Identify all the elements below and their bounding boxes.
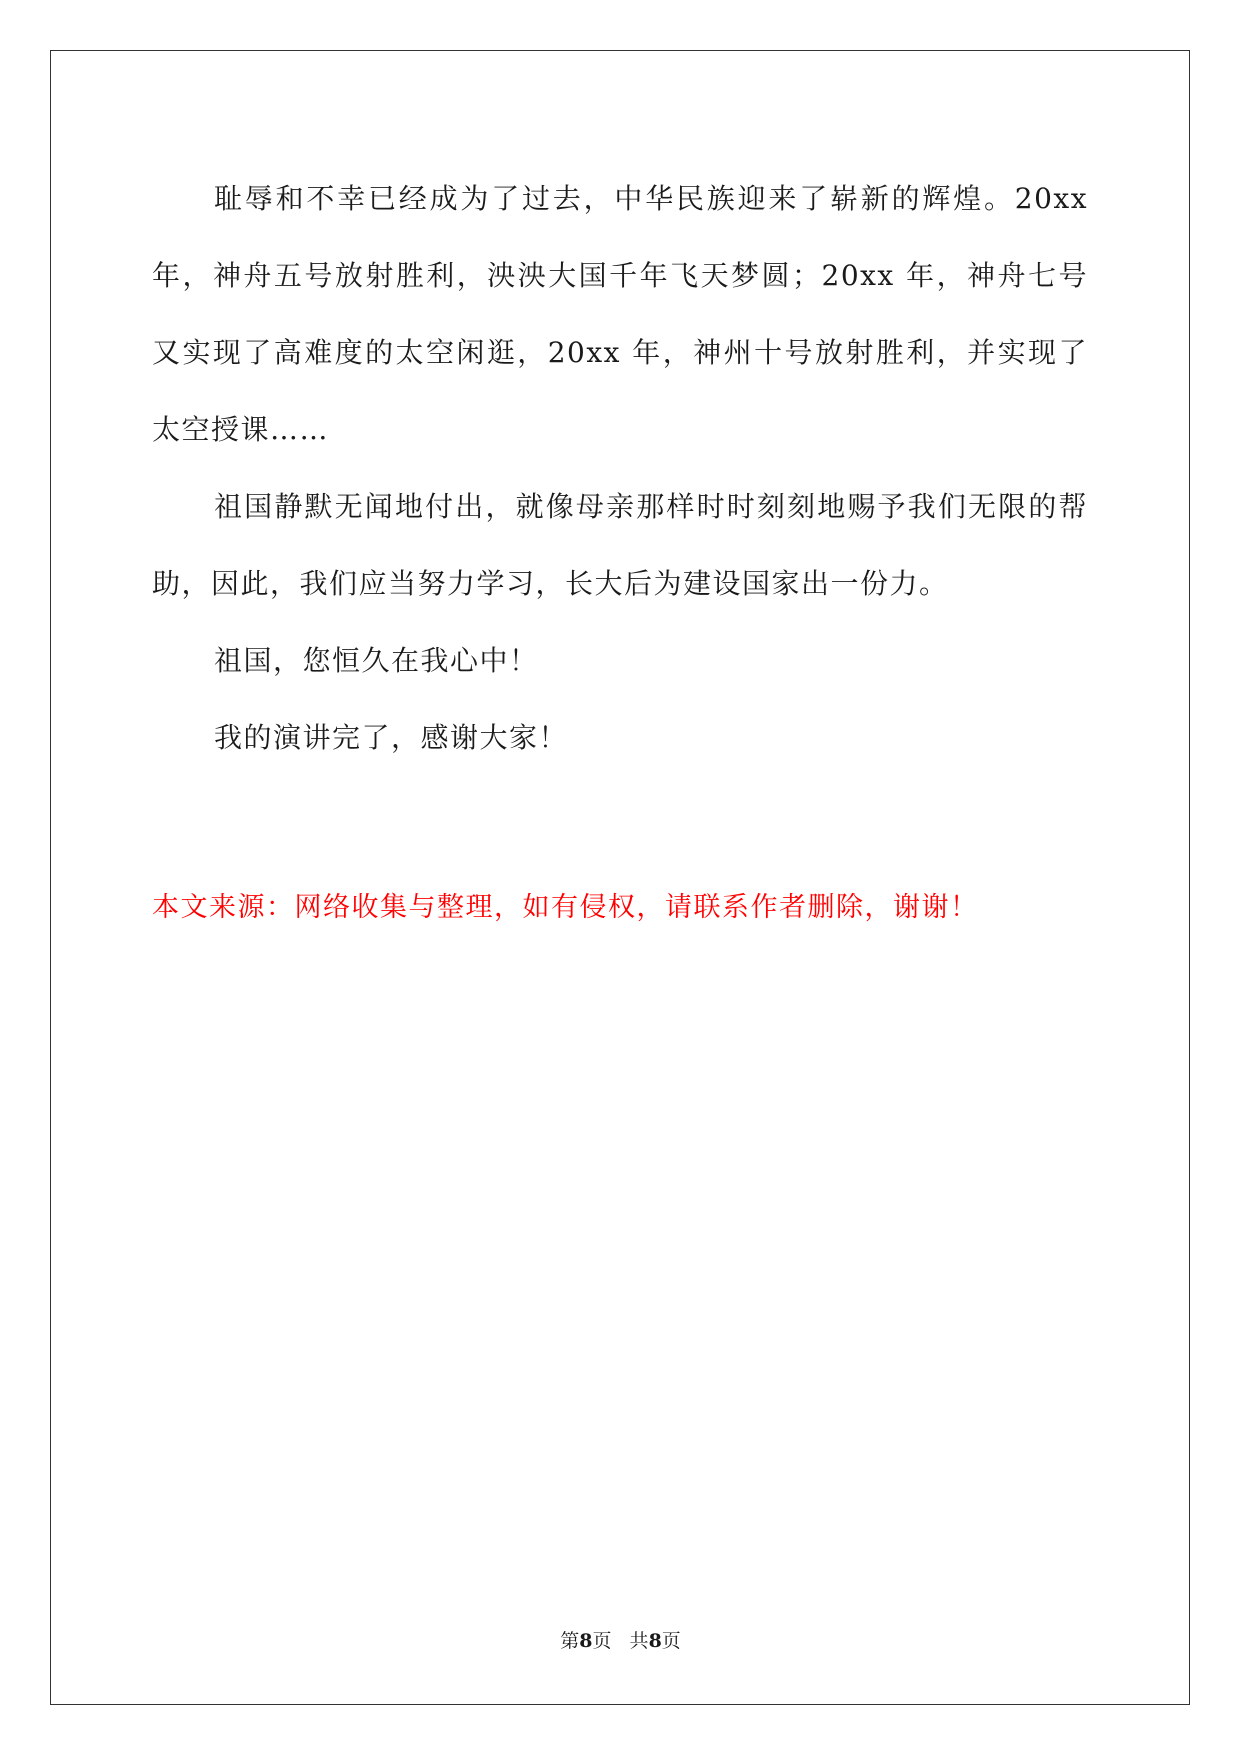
paragraph: 耻辱和不幸已经成为了过去，中华民族迎来了崭新的辉煌。20xx年，神舟五号放射胜利，泱泱大国千年飞天梦圆；20xx 年，神舟七号又实现了高难度的太空闲逛，20xx 年，神州十号放射胜利，并实现了太空授课…… bbox=[152, 182, 1088, 446]
footer-mid: 页 共 bbox=[592, 1630, 649, 1652]
page-footer bbox=[0, 1626, 1241, 1653]
footer-suffix: 页 bbox=[661, 1630, 681, 1652]
paragraph: 祖国，您恒久在我心中！ bbox=[214, 644, 539, 677]
paragraph: 我的演讲完了，感谢大家！ bbox=[214, 721, 569, 754]
document-body bbox=[152, 160, 1088, 776]
current-page-number: 8 bbox=[579, 1630, 593, 1652]
total-page-number: 8 bbox=[648, 1630, 662, 1652]
footer-prefix: 第 bbox=[560, 1630, 580, 1652]
paragraph: 祖国静默无闻地付出，就像母亲那样时时刻刻地赐予我们无限的帮助，因此，我们应当努力学习，长大后为建设国家出一份力。 bbox=[152, 490, 1088, 600]
source-note: 本文来源：网络收集与整理，如有侵权，请联系作者删除，谢谢！ bbox=[152, 892, 979, 923]
